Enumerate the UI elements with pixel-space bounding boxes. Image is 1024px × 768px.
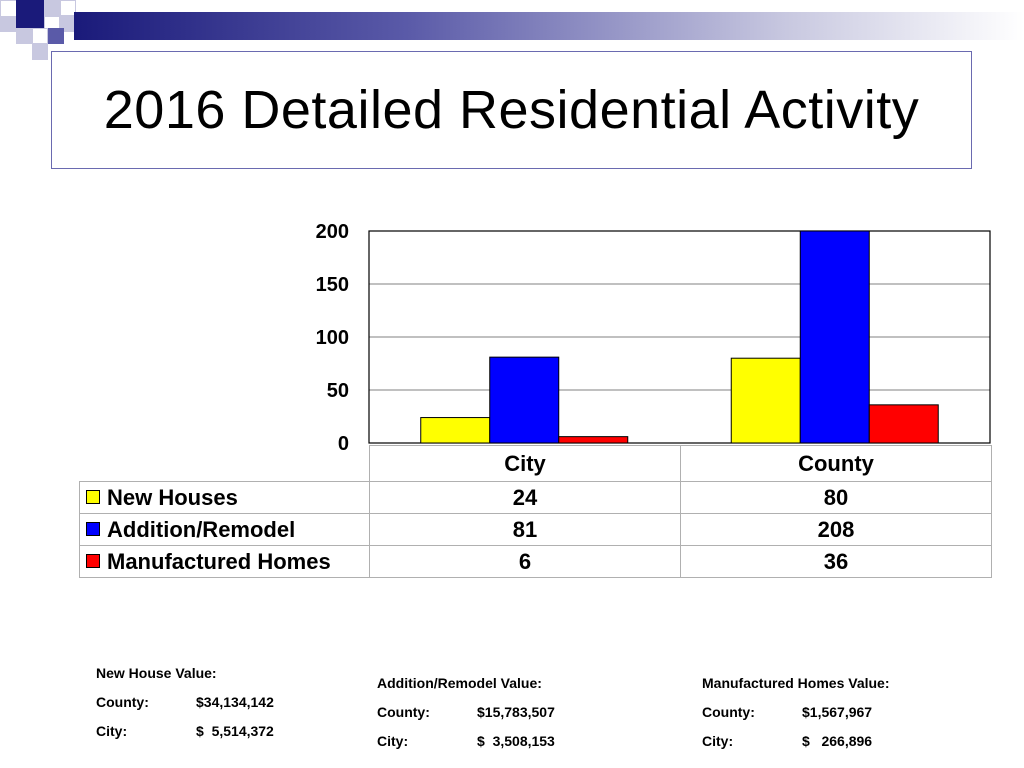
y-tick-label: 100 [315, 327, 349, 349]
value-amount: $ 5,514,372 [196, 723, 274, 739]
value-row [702, 704, 890, 720]
series-name: Manufactured Homes [107, 548, 331, 574]
new-house-value-block [96, 665, 274, 752]
value-amount: $ 266,896 [802, 733, 873, 749]
table-cell: 208 [681, 514, 992, 546]
value-label: County: [96, 694, 149, 710]
y-tick-label: 0 [337, 433, 349, 455]
bar-addition-remodel-city [490, 357, 559, 443]
table-cell: 36 [681, 546, 992, 578]
value-row [96, 723, 274, 739]
value-label: City: [96, 723, 128, 739]
table-cell: 81 [370, 514, 681, 546]
value-row [702, 733, 890, 749]
y-tick-label: 150 [315, 274, 349, 296]
bar-addition-remodel-county [800, 231, 869, 443]
legend-swatch [86, 490, 100, 504]
category-label: County [681, 446, 992, 482]
table-header-row [80, 446, 992, 482]
y-tick-label: 200 [315, 221, 349, 243]
y-tick-label: 50 [326, 380, 349, 402]
value-label: County: [702, 704, 755, 720]
value-block-title: Manufactured Homes Value: [702, 675, 890, 691]
bar-manufactured-homes-county [869, 405, 938, 443]
table-cell: 24 [370, 482, 681, 514]
bar-manufactured-homes-city [559, 437, 628, 443]
series-name: New Houses [107, 484, 238, 510]
value-label: County: [377, 704, 430, 720]
value-amount: $15,783,507 [477, 704, 555, 720]
data-table [79, 445, 992, 578]
category-label: City [370, 446, 681, 482]
value-row [377, 733, 555, 749]
value-block-title: New House Value: [96, 665, 217, 681]
bar-new-houses-city [421, 418, 490, 443]
value-amount: $34,134,142 [196, 694, 274, 710]
table-row-new-houses [80, 482, 992, 514]
legend-swatch [86, 554, 100, 568]
table-row-addition-remodel [80, 514, 992, 546]
legend-entry [80, 514, 370, 546]
value-amount: $1,567,967 [802, 704, 873, 720]
table-corner-cell [80, 446, 370, 482]
legend-entry [80, 482, 370, 514]
bar-new-houses-county [731, 358, 800, 443]
table-cell: 80 [681, 482, 992, 514]
value-amount: $ 3,508,153 [477, 733, 555, 749]
value-row [377, 704, 555, 720]
value-label: City: [702, 733, 734, 749]
value-row [96, 694, 274, 710]
addition-remodel-value-block [377, 675, 555, 762]
table-cell: 6 [370, 546, 681, 578]
legend-entry [80, 546, 370, 578]
table-row-manufactured-homes [80, 546, 992, 578]
manufactured-homes-value-block [702, 675, 890, 762]
value-label: City: [377, 733, 409, 749]
legend-swatch [86, 522, 100, 536]
page-title: 2016 Detailed Residential Activity [103, 80, 920, 140]
value-block-title: Addition/Remodel Value: [377, 675, 542, 691]
series-name: Addition/Remodel [107, 516, 296, 542]
